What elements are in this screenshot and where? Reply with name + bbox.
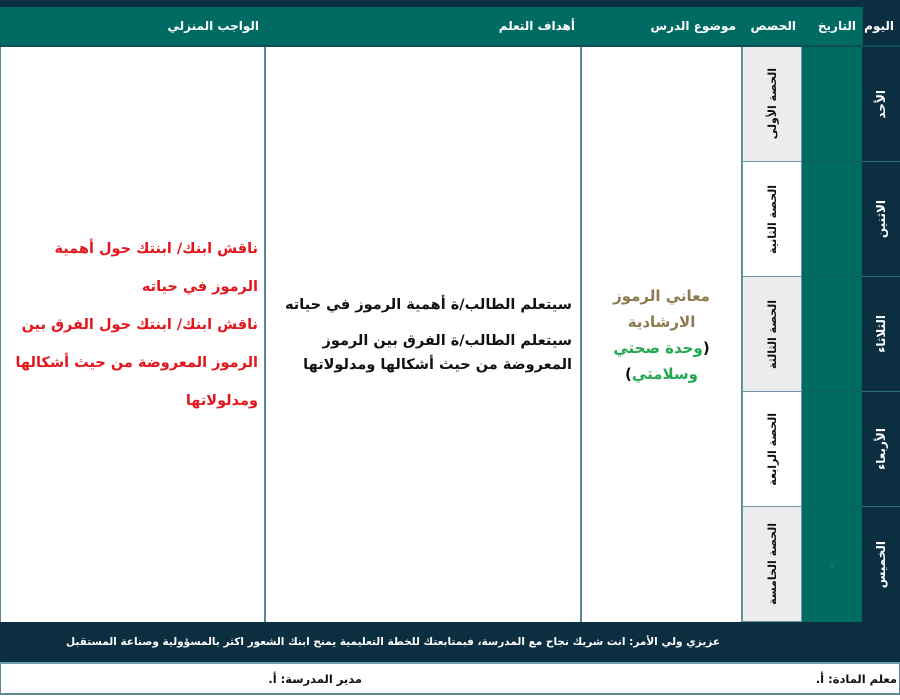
date-column (802, 47, 862, 622)
goal-item: سيتعلم الطالب/ة أهمية الرموز في حياته (285, 296, 572, 313)
topic-title: معاني الرموز الارشادية (613, 286, 710, 331)
header-periods: الحصص (742, 7, 802, 47)
day-label: الأحد (874, 89, 888, 119)
day-cell (862, 162, 900, 277)
periods-column (742, 47, 802, 622)
period-cell (742, 162, 802, 277)
date-cell[interactable]: . (830, 560, 834, 569)
date-cell[interactable] (802, 47, 862, 162)
learning-goals (266, 47, 580, 622)
header-goals: أهداف التعلم (265, 7, 581, 47)
period-cell (742, 392, 802, 507)
top-border (0, 0, 900, 7)
goals-column (265, 47, 581, 622)
date-cell[interactable] (802, 277, 862, 392)
date-cell[interactable] (802, 392, 862, 507)
day-label: الاثنين (874, 199, 888, 239)
period-label: الحصة الرابعة (765, 412, 779, 486)
day-label: الثلاثاء (874, 315, 888, 353)
homework-item: ناقش ابنك/ ابنتك حول الفرق بين الرموز المعروضة من حيث أشكالها ومدلولاتها (15, 316, 258, 409)
header-day: اليوم (862, 7, 900, 47)
day-cell (862, 392, 900, 507)
day-label: الخميس (874, 540, 888, 589)
day-cell (862, 277, 900, 392)
homework-column (0, 47, 265, 622)
goal-item: سيتعلم الطالب/ة الفرق بين الرموز المعروضة من حيث أشكالها ومدلولاتها (303, 332, 572, 373)
day-cell (862, 47, 900, 162)
weekly-lesson-plan-table (2, 7, 900, 697)
period-cell (742, 507, 802, 622)
day-label: الأربعاء (874, 428, 888, 470)
principal-signature: مدير المدرسة: أ. (268, 672, 362, 686)
parent-message-bar (0, 622, 900, 662)
day-cell (862, 507, 900, 622)
homework-item: ناقش ابنك/ ابنتك حول أهمية الرموز في حياته (54, 240, 258, 295)
header-topic: موضوع الدرس (581, 7, 742, 47)
teacher-signature: معلم المادة: أ. (815, 672, 897, 686)
topic-column (581, 47, 742, 622)
lesson-topic (582, 47, 741, 622)
period-label: الحصة الثالثة (765, 299, 779, 369)
signature-footer (0, 662, 900, 695)
topic-unit-line2: وسلامتي) (625, 364, 698, 383)
homework (1, 47, 264, 622)
date-cell[interactable] (802, 162, 862, 277)
period-cell (742, 277, 802, 392)
header-homework: الواجب المنزلي (0, 7, 265, 47)
period-label: الحصة الخامسة (765, 523, 779, 605)
period-label: الحصة الأولى (765, 68, 779, 140)
day-column (862, 47, 900, 622)
header-date: التاريخ (802, 7, 862, 47)
topic-unit: (وحدة صحتي (613, 338, 710, 357)
period-cell (742, 47, 802, 162)
period-label: الحصة الثانية (765, 184, 779, 254)
parent-message: عزيزي ولي الأمر: انت شريك نجاح مع المدرسة، فبمتابعتك للخطة التعليمية يمنح ابنك الشعور اكثر بالمسؤولية وصناعة المستقبل (66, 636, 720, 648)
